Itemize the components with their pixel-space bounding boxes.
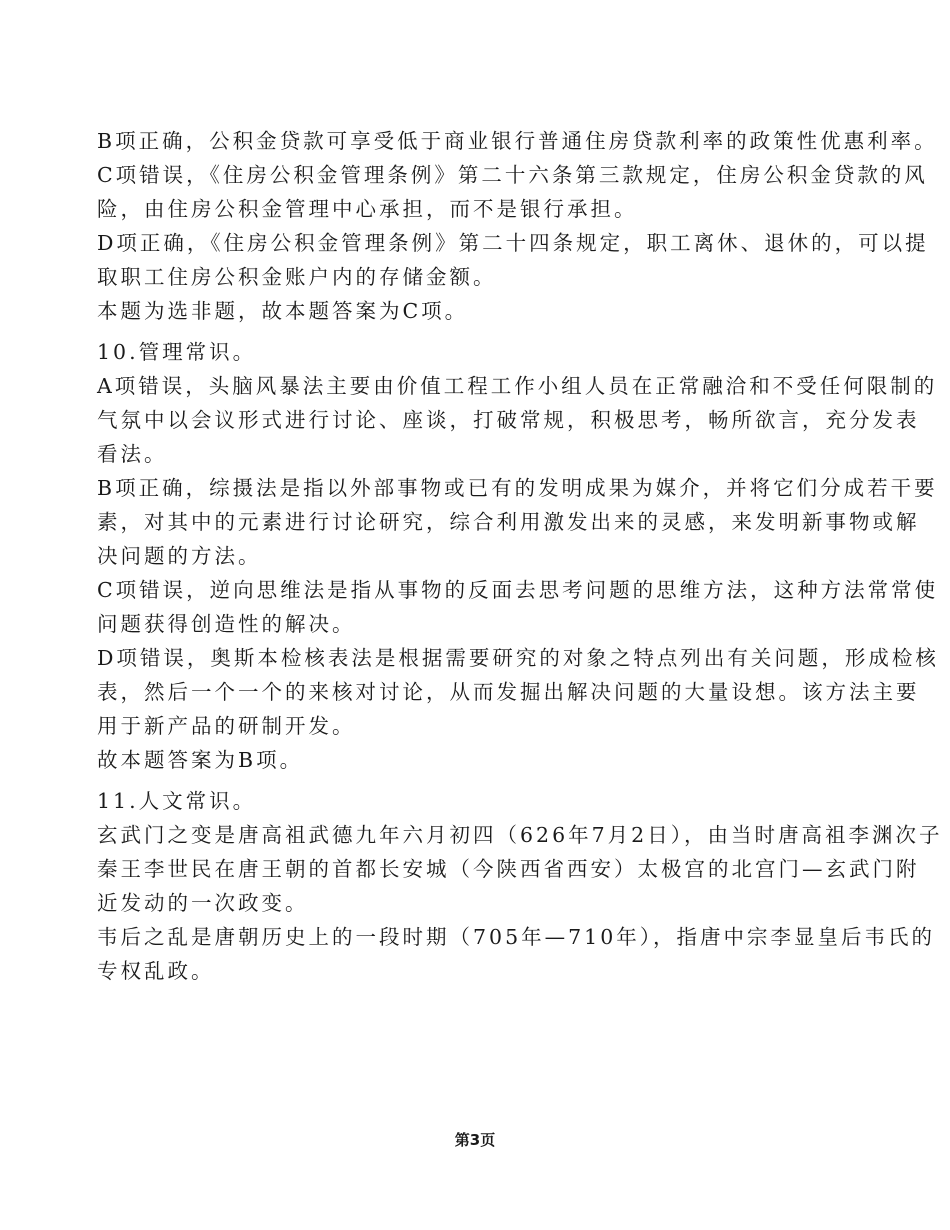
text-line: D项正确，《住房公积金管理条例》第二十四条规定，职工离休、退休的，可以提 — [97, 231, 929, 255]
text-line: D项错误，奥斯本检核表法是根据需要研究的对象之特点列出有关问题，形成检核 — [97, 646, 939, 670]
text-line: 素，对其中的元素进行讨论研究，综合利用激发出来的灵感，来发明新事物或解 — [97, 510, 920, 534]
paragraph — [97, 641, 939, 743]
text-line: 秦王李世民在唐王朝的首都长安城（今陕西省西安）太极宫的北宫门—玄武门附 — [97, 857, 920, 881]
paragraph — [97, 369, 938, 471]
text-line: 专权乱政。 — [97, 959, 215, 983]
paragraph — [97, 573, 939, 641]
text-line: 用于新产品的研制开发。 — [97, 714, 356, 738]
section-spacer — [97, 328, 873, 335]
section-heading — [97, 335, 873, 369]
page-number: 第3页 — [454, 1131, 496, 1149]
text-line: 气氛中以会议形式进行讨论、座谈，打破常规，积极思考，畅所欲言，充分发表 — [97, 408, 920, 432]
text-line: 问题获得创造性的解决。 — [97, 612, 356, 636]
section-heading — [97, 784, 873, 818]
paragraph — [97, 226, 929, 294]
text-line: B项正确，公积金贷款可享受低于商业银行普通住房贷款利率的政策性优惠利率。 — [97, 129, 938, 153]
paragraph — [97, 471, 938, 573]
paragraph — [97, 124, 938, 158]
text-line: B项正确，综摄法是指以外部事物或已有的发明成果为媒介，并将它们分成若干要 — [97, 476, 938, 500]
section-spacer — [97, 777, 873, 784]
document-body — [97, 124, 943, 988]
paragraph — [97, 818, 943, 920]
text-line: 看法。 — [97, 442, 168, 466]
text-line: 韦后之乱是唐朝历史上的一段时期（705年—710年），指唐中宗李显皇后韦氏的 — [97, 925, 936, 949]
text-line: 本题为选非题，故本题答案为C项。 — [97, 299, 469, 323]
text-line: 10.管理常识。 — [97, 340, 257, 364]
text-line: A项错误，头脑风暴法主要由价值工程工作小组人员在正常融洽和不受任何限制的 — [97, 374, 938, 398]
text-line: C项错误，《住房公积金管理条例》第二十六条第三款规定，住房公积金贷款的风 — [97, 163, 928, 187]
paragraph — [97, 743, 873, 777]
text-line: 近发动的一次政变。 — [97, 891, 309, 915]
text-line: 故本题答案为B项。 — [97, 748, 304, 772]
text-line: 决问题的方法。 — [97, 544, 262, 568]
paragraph — [97, 920, 936, 988]
text-line: 表，然后一个一个的来核对讨论，从而发掘出解决问题的大量设想。该方法主要 — [97, 680, 920, 704]
text-line: 取职工住房公积金账户内的存储金额。 — [97, 265, 497, 289]
text-line: 险，由住房公积金管理中心承担，而不是银行承担。 — [97, 197, 638, 221]
text-line: C项错误，逆向思维法是指从事物的反面去思考问题的思维方法，这种方法常常使 — [97, 578, 939, 602]
paragraph — [97, 294, 873, 328]
paragraph — [97, 158, 928, 226]
text-line: 玄武门之变是唐高祖武德九年六月初四（626年7月2日），由当时唐高祖李渊次子 — [97, 823, 943, 847]
text-line: 11.人文常识。 — [97, 789, 257, 813]
